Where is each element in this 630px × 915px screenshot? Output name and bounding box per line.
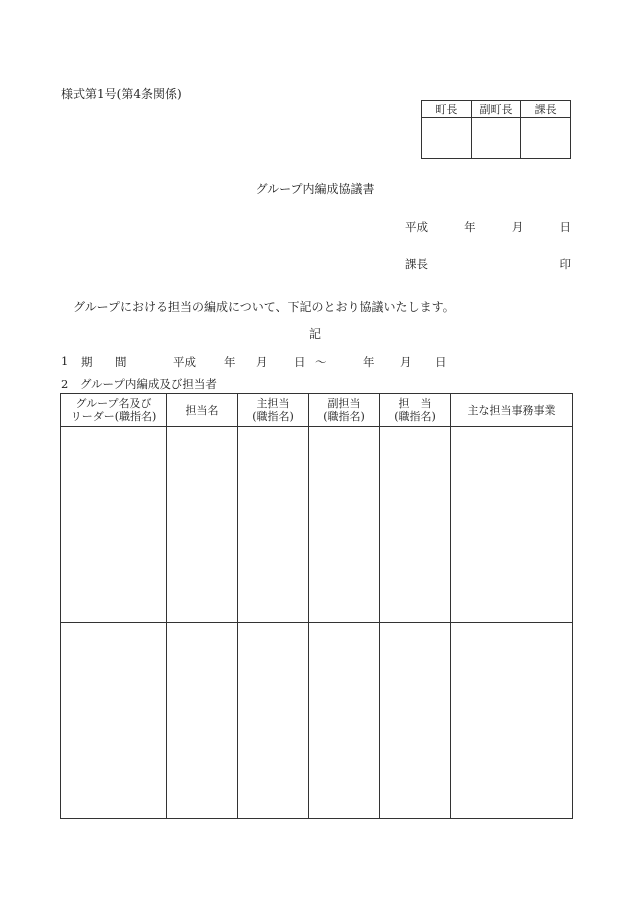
period-label-1: 期 xyxy=(81,355,93,369)
date-year: 年 xyxy=(464,220,476,234)
period-tilde: ～ xyxy=(315,355,327,369)
section-2-heading: 2 グループ内編成及び担当者 xyxy=(61,377,217,391)
period-day: 日 xyxy=(294,355,306,369)
approval-header-mayor: 町長 xyxy=(422,101,472,118)
approval-stamp-grid xyxy=(421,100,571,159)
cell-main-duties[interactable] xyxy=(451,623,573,819)
period-number: 1 xyxy=(61,354,69,368)
approval-box-section-chief[interactable] xyxy=(521,118,571,159)
approval-box-deputy-mayor[interactable] xyxy=(471,118,521,159)
date-era: 平成 xyxy=(405,220,428,234)
approval-header-section-chief: 課長 xyxy=(521,101,571,118)
header-sub-staff: 副担当 (職指名) xyxy=(309,394,380,427)
approval-header-deputy-mayor: 副町長 xyxy=(471,101,521,118)
cell-assignment-name[interactable] xyxy=(167,427,238,623)
document-title: グループ内編成協議書 xyxy=(255,182,375,196)
header-group-leader: グループ名及び リーダー(職指名) xyxy=(61,394,167,427)
ki-heading: 記 xyxy=(309,327,322,341)
cell-main-duties[interactable] xyxy=(451,427,573,623)
date-month: 月 xyxy=(511,220,524,234)
date-day: 日 xyxy=(559,220,571,234)
cell-group-leader[interactable] xyxy=(61,427,167,623)
seal-mark: 印 xyxy=(559,257,571,271)
chief-label: 課長 xyxy=(405,257,428,271)
cell-main-staff[interactable] xyxy=(238,623,309,819)
chief-line xyxy=(405,256,571,272)
period-era: 平成 xyxy=(173,355,196,369)
period-month-end: 月 xyxy=(400,355,412,369)
header-assignment-name: 担当名 xyxy=(167,394,238,427)
approval-box-mayor[interactable] xyxy=(422,118,472,159)
header-main-duties: 主な担当事務事業 xyxy=(451,394,573,427)
cell-staff[interactable] xyxy=(380,623,451,819)
table-row xyxy=(61,623,573,819)
header-staff: 担 当 (職指名) xyxy=(380,394,451,427)
table-row xyxy=(61,427,573,623)
intro-text: グループにおける担当の編成について、下記のとおり協議いたします。 xyxy=(73,300,455,314)
period-day-end: 日 xyxy=(435,355,447,369)
period-label-2: 間 xyxy=(115,355,127,369)
header-main-staff: 主担当 (職指名) xyxy=(238,394,309,427)
cell-assignment-name[interactable] xyxy=(167,623,238,819)
period-month: 月 xyxy=(256,355,268,369)
group-assignment-table xyxy=(60,393,573,819)
cell-main-staff[interactable] xyxy=(238,427,309,623)
period-year-end: 年 xyxy=(363,355,375,369)
cell-staff[interactable] xyxy=(380,427,451,623)
date-line xyxy=(405,219,571,235)
cell-sub-staff[interactable] xyxy=(309,623,380,819)
cell-group-leader[interactable] xyxy=(61,623,167,819)
period-year: 年 xyxy=(224,355,236,369)
cell-sub-staff[interactable] xyxy=(309,427,380,623)
form-number: 様式第1号(第4条関係) xyxy=(61,87,182,101)
